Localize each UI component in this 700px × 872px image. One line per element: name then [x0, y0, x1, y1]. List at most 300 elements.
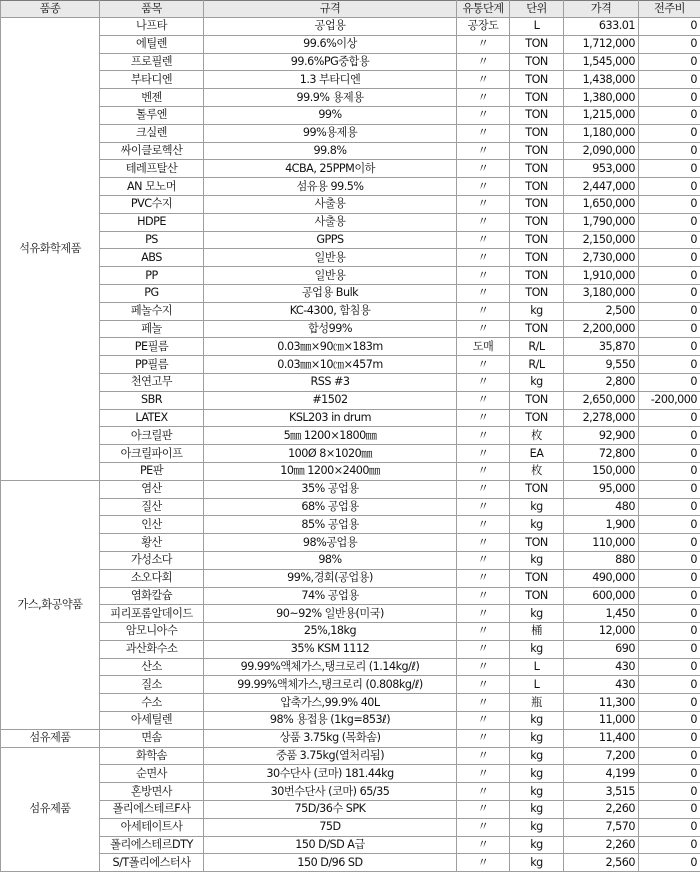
distribution-stage-cell: 〃	[457, 142, 510, 160]
item-name-cell: 아세테이트사	[100, 818, 204, 836]
distribution-stage-cell: 〃	[457, 462, 510, 480]
item-name-cell: PP	[100, 267, 204, 285]
header-unit: 단위	[510, 1, 564, 18]
weekly-change-cell: 0	[639, 195, 700, 213]
unit-cell: TON	[510, 249, 564, 267]
weekly-change-cell: 0	[639, 640, 700, 658]
spec-cell: 100Ø 8×1020㎜	[204, 445, 457, 463]
item-name-cell: PVC수지	[100, 195, 204, 213]
distribution-stage-cell: 〃	[457, 836, 510, 854]
unit-cell: TON	[510, 267, 564, 285]
unit-cell: TON	[510, 409, 564, 427]
unit-cell: kg	[510, 516, 564, 534]
price-cell: 4,199	[564, 765, 639, 783]
spec-cell: 30번수단사 (코마) 65/35	[204, 783, 457, 801]
price-cell: 9,550	[564, 356, 639, 374]
weekly-change-cell: 0	[639, 712, 700, 730]
unit-cell: kg	[510, 836, 564, 854]
distribution-stage-cell: 〃	[457, 267, 510, 285]
unit-cell: kg	[510, 729, 564, 747]
distribution-stage-cell: 〃	[457, 747, 510, 765]
weekly-change-cell: 0	[639, 71, 700, 89]
weekly-change-cell: 0	[639, 445, 700, 463]
unit-cell: TON	[510, 178, 564, 196]
weekly-change-cell: 0	[639, 124, 700, 142]
weekly-change-cell: 0	[639, 765, 700, 783]
table-row	[1, 320, 700, 338]
unit-cell: kg	[510, 712, 564, 730]
spec-cell: 99.99%액체가스,탱크로리 (0.808kg/ℓ)	[204, 676, 457, 694]
item-name-cell: 천연고무	[100, 373, 204, 391]
spec-cell: 150 D/SD A급	[204, 836, 457, 854]
weekly-change-cell: -200,000	[639, 391, 700, 409]
weekly-change-cell: 0	[639, 160, 700, 178]
price-cell: 2,730,000	[564, 249, 639, 267]
table-row	[1, 623, 700, 641]
item-name-cell: 톨루엔	[100, 106, 204, 124]
category-cell: 섬유제품	[1, 729, 100, 747]
weekly-change-cell: 0	[639, 658, 700, 676]
unit-cell: TON	[510, 320, 564, 338]
price-cell: 3,180,000	[564, 284, 639, 302]
distribution-stage-cell: 〃	[457, 587, 510, 605]
price-cell: 72,800	[564, 445, 639, 463]
distribution-stage-cell: 〃	[457, 676, 510, 694]
unit-cell: EA	[510, 445, 564, 463]
unit-cell: kg	[510, 302, 564, 320]
item-name-cell: 소오다회	[100, 569, 204, 587]
spec-cell: 75D/36수 SPK	[204, 801, 457, 819]
spec-cell: 공업용	[204, 18, 457, 36]
spec-cell: 공업용 Bulk	[204, 284, 457, 302]
distribution-stage-cell: 〃	[457, 302, 510, 320]
distribution-stage-cell: 〃	[457, 160, 510, 178]
spec-cell: #1502	[204, 391, 457, 409]
table-row	[1, 801, 700, 819]
spec-cell: 150 D/96 SD	[204, 854, 457, 872]
price-cell: 1,650,000	[564, 195, 639, 213]
unit-cell: TON	[510, 89, 564, 107]
table-row	[1, 854, 700, 872]
price-cell: 110,000	[564, 534, 639, 552]
table-row	[1, 356, 700, 374]
item-name-cell: S/T폴리에스터사	[100, 854, 204, 872]
spec-cell: 99.6%PG중합용	[204, 53, 457, 71]
weekly-change-cell: 0	[639, 854, 700, 872]
item-name-cell: 황산	[100, 534, 204, 552]
table-row	[1, 142, 700, 160]
spec-cell: 4CBA, 25PPM이하	[204, 160, 457, 178]
item-name-cell: 산소	[100, 658, 204, 676]
spec-cell: 25%,18kg	[204, 623, 457, 641]
table-row	[1, 516, 700, 534]
unit-cell: TON	[510, 124, 564, 142]
item-name-cell: 인산	[100, 516, 204, 534]
unit-cell: TON	[510, 53, 564, 71]
item-name-cell: ABS	[100, 249, 204, 267]
spec-cell: 중품 3.75kg(열처리됨)	[204, 747, 457, 765]
weekly-change-cell: 0	[639, 516, 700, 534]
weekly-change-cell: 0	[639, 249, 700, 267]
weekly-change-cell: 0	[639, 18, 700, 36]
weekly-change-cell: 0	[639, 551, 700, 569]
unit-cell: TON	[510, 231, 564, 249]
unit-cell: TON	[510, 534, 564, 552]
weekly-change-cell: 0	[639, 35, 700, 53]
unit-cell: R/L	[510, 356, 564, 374]
price-cell: 1,180,000	[564, 124, 639, 142]
unit-cell: kg	[510, 783, 564, 801]
price-cell: 11,300	[564, 694, 639, 712]
spec-cell: 섬유용 99.5%	[204, 178, 457, 196]
table-row	[1, 338, 700, 356]
distribution-stage-cell: 〃	[457, 195, 510, 213]
price-cell: 1,900	[564, 516, 639, 534]
unit-cell: kg	[510, 765, 564, 783]
spec-cell: 5㎜ 1200×1800㎜	[204, 427, 457, 445]
spec-cell: 99.8%	[204, 142, 457, 160]
distribution-stage-cell: 공장도	[457, 18, 510, 36]
item-name-cell: 페놀	[100, 320, 204, 338]
table-row	[1, 267, 700, 285]
distribution-stage-cell: 〃	[457, 106, 510, 124]
unit-cell: kg	[510, 801, 564, 819]
unit-cell: kg	[510, 551, 564, 569]
distribution-stage-cell: 도매	[457, 338, 510, 356]
unit-cell: TON	[510, 106, 564, 124]
spec-cell: 99%	[204, 106, 457, 124]
item-name-cell: 순면사	[100, 765, 204, 783]
price-cell: 2,260	[564, 836, 639, 854]
item-name-cell: 싸이클로헥산	[100, 142, 204, 160]
category-cell: 가스,화공약품	[1, 480, 100, 729]
item-name-cell: 염화칼슘	[100, 587, 204, 605]
item-name-cell: 아세틸렌	[100, 712, 204, 730]
unit-cell: 瓶	[510, 694, 564, 712]
item-name-cell: 피리포롬알데이드	[100, 605, 204, 623]
price-cell: 150,000	[564, 462, 639, 480]
table-row	[1, 534, 700, 552]
price-table-body	[1, 18, 700, 872]
item-name-cell: 가성소다	[100, 551, 204, 569]
table-row	[1, 18, 700, 36]
distribution-stage-cell: 〃	[457, 569, 510, 587]
table-row	[1, 729, 700, 747]
weekly-change-cell: 0	[639, 569, 700, 587]
price-cell: 2,260	[564, 801, 639, 819]
distribution-stage-cell: 〃	[457, 605, 510, 623]
distribution-stage-cell: 〃	[457, 498, 510, 516]
item-name-cell: 면솜	[100, 729, 204, 747]
price-cell: 953,000	[564, 160, 639, 178]
price-cell: 1,380,000	[564, 89, 639, 107]
unit-cell: kg	[510, 818, 564, 836]
spec-cell: 68% 공업용	[204, 498, 457, 516]
price-cell: 92,900	[564, 427, 639, 445]
table-row	[1, 178, 700, 196]
distribution-stage-cell: 〃	[457, 427, 510, 445]
item-name-cell: 나프타	[100, 18, 204, 36]
unit-cell: TON	[510, 71, 564, 89]
table-row	[1, 373, 700, 391]
distribution-stage-cell: 〃	[457, 765, 510, 783]
weekly-change-cell: 0	[639, 409, 700, 427]
item-name-cell: PE필름	[100, 338, 204, 356]
category-cell: 석유화학제품	[1, 18, 100, 481]
item-name-cell: AN 모노머	[100, 178, 204, 196]
unit-cell: kg	[510, 747, 564, 765]
weekly-change-cell: 0	[639, 783, 700, 801]
price-cell: 2,278,000	[564, 409, 639, 427]
weekly-change-cell: 0	[639, 498, 700, 516]
price-cell: 1,712,000	[564, 35, 639, 53]
price-cell: 7,570	[564, 818, 639, 836]
distribution-stage-cell: 〃	[457, 854, 510, 872]
distribution-stage-cell: 〃	[457, 284, 510, 302]
item-name-cell: 프로필렌	[100, 53, 204, 71]
weekly-change-cell: 0	[639, 302, 700, 320]
table-row	[1, 498, 700, 516]
price-cell: 2,800	[564, 373, 639, 391]
spec-cell: 99.6%이상	[204, 35, 457, 53]
weekly-change-cell: 0	[639, 694, 700, 712]
unit-cell: TON	[510, 569, 564, 587]
table-row	[1, 409, 700, 427]
table-row	[1, 605, 700, 623]
distribution-stage-cell: 〃	[457, 409, 510, 427]
spec-cell: 사출용	[204, 213, 457, 231]
price-cell: 3,515	[564, 783, 639, 801]
spec-cell: GPPS	[204, 231, 457, 249]
category-cell: 섬유제품	[1, 747, 100, 872]
item-name-cell: SBR	[100, 391, 204, 409]
distribution-stage-cell: 〃	[457, 178, 510, 196]
price-cell: 2,200,000	[564, 320, 639, 338]
item-name-cell: 암모니아수	[100, 623, 204, 641]
table-row	[1, 89, 700, 107]
unit-cell: TON	[510, 160, 564, 178]
spec-cell: RSS #3	[204, 373, 457, 391]
table-row	[1, 231, 700, 249]
table-row	[1, 249, 700, 267]
price-cell: 1,545,000	[564, 53, 639, 71]
weekly-change-cell: 0	[639, 178, 700, 196]
distribution-stage-cell: 〃	[457, 480, 510, 498]
spec-cell: 사출용	[204, 195, 457, 213]
distribution-stage-cell: 〃	[457, 818, 510, 836]
distribution-stage-cell: 〃	[457, 551, 510, 569]
unit-cell: L	[510, 658, 564, 676]
distribution-stage-cell: 〃	[457, 320, 510, 338]
item-name-cell: 질소	[100, 676, 204, 694]
weekly-change-cell: 0	[639, 373, 700, 391]
table-row	[1, 569, 700, 587]
item-name-cell: 과산화수소	[100, 640, 204, 658]
distribution-stage-cell: 〃	[457, 391, 510, 409]
weekly-change-cell: 0	[639, 106, 700, 124]
distribution-stage-cell: 〃	[457, 53, 510, 71]
table-row	[1, 836, 700, 854]
weekly-change-cell: 0	[639, 480, 700, 498]
weekly-change-cell: 0	[639, 676, 700, 694]
price-cell: 880	[564, 551, 639, 569]
item-name-cell: LATEX	[100, 409, 204, 427]
item-name-cell: 화학솜	[100, 747, 204, 765]
price-cell: 1,215,000	[564, 106, 639, 124]
table-row	[1, 35, 700, 53]
table-row	[1, 676, 700, 694]
spec-cell: 상품 3.75kg (목화솜)	[204, 729, 457, 747]
table-row	[1, 284, 700, 302]
table-row	[1, 462, 700, 480]
table-row	[1, 445, 700, 463]
table-row	[1, 213, 700, 231]
distribution-stage-cell: 〃	[457, 729, 510, 747]
price-cell: 11,000	[564, 712, 639, 730]
table-row	[1, 106, 700, 124]
spec-cell: 합성99%	[204, 320, 457, 338]
table-row	[1, 783, 700, 801]
unit-cell: R/L	[510, 338, 564, 356]
price-cell: 35,870	[564, 338, 639, 356]
distribution-stage-cell: 〃	[457, 623, 510, 641]
spec-cell: 75D	[204, 818, 457, 836]
weekly-change-cell: 0	[639, 320, 700, 338]
spec-cell: 85% 공업용	[204, 516, 457, 534]
spec-cell: 35% 공업용	[204, 480, 457, 498]
unit-cell: TON	[510, 195, 564, 213]
distribution-stage-cell: 〃	[457, 71, 510, 89]
weekly-change-cell: 0	[639, 142, 700, 160]
item-name-cell: 염산	[100, 480, 204, 498]
table-row	[1, 747, 700, 765]
unit-cell: L	[510, 18, 564, 36]
distribution-stage-cell: 〃	[457, 231, 510, 249]
spec-cell: 일반용	[204, 267, 457, 285]
unit-cell: kg	[510, 854, 564, 872]
unit-cell: 桶	[510, 623, 564, 641]
price-cell: 2,150,000	[564, 231, 639, 249]
table-row	[1, 391, 700, 409]
distribution-stage-cell: 〃	[457, 124, 510, 142]
weekly-change-cell: 0	[639, 284, 700, 302]
table-row	[1, 712, 700, 730]
item-name-cell: 수소	[100, 694, 204, 712]
distribution-stage-cell: 〃	[457, 640, 510, 658]
spec-cell: 98%	[204, 551, 457, 569]
price-cell: 1,790,000	[564, 213, 639, 231]
header-price: 가격	[564, 1, 639, 18]
item-name-cell: PP필름	[100, 356, 204, 374]
unit-cell: TON	[510, 213, 564, 231]
spec-cell: 0.03㎜×10㎝×457m	[204, 356, 457, 374]
unit-cell: TON	[510, 587, 564, 605]
table-row	[1, 53, 700, 71]
unit-cell: TON	[510, 480, 564, 498]
table-row	[1, 694, 700, 712]
price-cell: 2,650,000	[564, 391, 639, 409]
price-cell: 1,438,000	[564, 71, 639, 89]
price-cell: 430	[564, 676, 639, 694]
item-name-cell: 혼방면사	[100, 783, 204, 801]
weekly-change-cell: 0	[639, 231, 700, 249]
item-name-cell: PG	[100, 284, 204, 302]
unit-cell: TON	[510, 391, 564, 409]
table-row	[1, 551, 700, 569]
price-cell: 11,400	[564, 729, 639, 747]
weekly-change-cell: 0	[639, 89, 700, 107]
price-cell: 490,000	[564, 569, 639, 587]
item-name-cell: 아크릴파이프	[100, 445, 204, 463]
price-cell: 2,090,000	[564, 142, 639, 160]
item-name-cell: 폴리에스테르F사	[100, 801, 204, 819]
unit-cell: L	[510, 676, 564, 694]
distribution-stage-cell: 〃	[457, 516, 510, 534]
table-row	[1, 124, 700, 142]
weekly-change-cell: 0	[639, 53, 700, 71]
weekly-change-cell: 0	[639, 801, 700, 819]
weekly-change-cell: 0	[639, 729, 700, 747]
spec-cell: 74% 공업용	[204, 587, 457, 605]
unit-cell: TON	[510, 35, 564, 53]
unit-cell: kg	[510, 605, 564, 623]
spec-cell: 99%,경회(공업용)	[204, 569, 457, 587]
spec-cell: 99.9% 용제용	[204, 89, 457, 107]
item-name-cell: 질산	[100, 498, 204, 516]
header-item: 품목	[100, 1, 204, 18]
distribution-stage-cell: 〃	[457, 35, 510, 53]
item-name-cell: 테레프탈산	[100, 160, 204, 178]
price-cell: 430	[564, 658, 639, 676]
unit-cell: 枚	[510, 427, 564, 445]
table-row	[1, 302, 700, 320]
spec-cell: 90~92% 일반용(미국)	[204, 605, 457, 623]
table-row	[1, 765, 700, 783]
distribution-stage-cell: 〃	[457, 89, 510, 107]
weekly-change-cell: 0	[639, 427, 700, 445]
spec-cell: 99%용제용	[204, 124, 457, 142]
item-name-cell: PS	[100, 231, 204, 249]
item-name-cell: 부타디엔	[100, 71, 204, 89]
price-cell: 2,447,000	[564, 178, 639, 196]
price-cell: 7,200	[564, 747, 639, 765]
price-cell: 2,500	[564, 302, 639, 320]
distribution-stage-cell: 〃	[457, 445, 510, 463]
item-name-cell: 페놀수지	[100, 302, 204, 320]
distribution-stage-cell: 〃	[457, 213, 510, 231]
item-name-cell: 아크릴판	[100, 427, 204, 445]
distribution-stage-cell: 〃	[457, 249, 510, 267]
unit-cell: TON	[510, 142, 564, 160]
distribution-stage-cell: 〃	[457, 783, 510, 801]
distribution-stage-cell: 〃	[457, 694, 510, 712]
table-row	[1, 195, 700, 213]
weekly-change-cell: 0	[639, 818, 700, 836]
item-name-cell: 크실렌	[100, 124, 204, 142]
distribution-stage-cell: 〃	[457, 534, 510, 552]
item-name-cell: PE판	[100, 462, 204, 480]
spec-cell: 30수단사 (코마) 181.44kg	[204, 765, 457, 783]
weekly-change-cell: 0	[639, 747, 700, 765]
spec-cell: 98%공업용	[204, 534, 457, 552]
spec-cell: 10㎜ 1200×2400㎜	[204, 462, 457, 480]
table-row	[1, 818, 700, 836]
price-cell: 600,000	[564, 587, 639, 605]
weekly-change-cell: 0	[639, 623, 700, 641]
table-row	[1, 427, 700, 445]
price-cell: 1,910,000	[564, 267, 639, 285]
weekly-change-cell: 0	[639, 587, 700, 605]
